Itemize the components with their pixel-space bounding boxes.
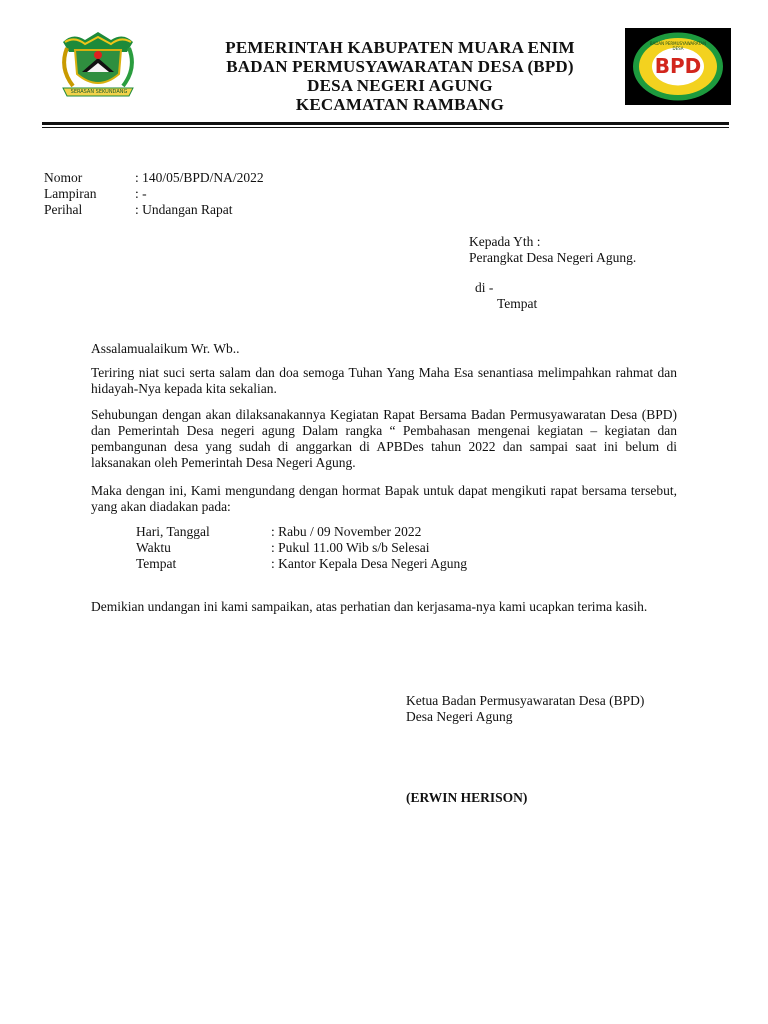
- letterhead-divider-thin: [42, 127, 729, 128]
- meta-label: Perihal: [44, 202, 83, 217]
- kop-line: KECAMATAN RAMBANG: [295, 95, 505, 114]
- paragraph-opening: Teriring niat suci serta salam dan doa semoga Tuhan Yang Maha Esa senantiasa melimpahkan rahmat dan hidayah-Nya kepada kita sekalian.: [91, 365, 677, 396]
- muara-enim-logo: [55, 28, 141, 102]
- letter-meta: [44, 170, 444, 218]
- event-details: [136, 524, 676, 572]
- letterhead-divider: [42, 122, 729, 125]
- paragraph-context: Sehubungan dengan akan dilaksanakannya Kegiatan Rapat Bersama Badan Permusyawaratan Desa (BPD) dan Pemerintah Desa negeri agung Dalam rangka “ Pembahasan mengenai kegiatan – kegiatan dan pembangunan desa yang sudah di anggarkan di APBDes tahun 2022 dan sampai saat ini belum di laksanakan oleh Pemerintah Desa Negeri Agung.: [91, 407, 677, 470]
- kop-line: BADAN PERMUSYAWARATAN DESA (BPD): [226, 57, 574, 76]
- kop-line: PEMERINTAH KABUPATEN MUARA ENIM: [225, 38, 575, 57]
- signature-name: (ERWIN HERISON): [406, 790, 528, 805]
- bpd-logo-text: BPD: [654, 54, 702, 78]
- meta-row: [44, 202, 444, 218]
- meta-row: [44, 186, 444, 202]
- detail-row: [136, 556, 676, 572]
- meta-value: : Undangan Rapat: [135, 202, 233, 217]
- meta-label: Nomor: [44, 170, 83, 185]
- detail-label: Hari, Tanggal: [136, 524, 210, 539]
- paragraph-closing: Demikian undangan ini kami sampaikan, atas perhatian dan kerjasama-nya kami ucapkan terima kasih.: [91, 599, 648, 614]
- signature-village: Desa Negeri Agung: [406, 709, 513, 724]
- signature-title: Ketua Badan Permusyawaratan Desa (BPD): [406, 693, 645, 708]
- greeting: Assalamualaikum Wr. Wb..: [91, 341, 240, 356]
- meta-label: Lampiran: [44, 186, 97, 201]
- detail-row: [136, 524, 676, 540]
- detail-value: : Pukul 11.00 Wib s/b Selesai: [271, 540, 430, 555]
- recipient-line1: Kepada Yth :: [469, 234, 541, 249]
- recipient-di: di -: [475, 280, 494, 295]
- letterhead-title: [150, 38, 650, 114]
- detail-row: [136, 540, 676, 556]
- bpd-logo: [625, 28, 731, 105]
- detail-label: Waktu: [136, 540, 171, 555]
- bpd-ring-text: BADAN PERMUSYAWARATAN DESA: [649, 41, 707, 51]
- kop-line: DESA NEGERI AGUNG: [307, 76, 493, 95]
- meta-value: : 140/05/BPD/NA/2022: [135, 170, 264, 185]
- meta-row: [44, 170, 444, 186]
- meta-value: : -: [135, 186, 147, 201]
- paragraph-invitation: Maka dengan ini, Kami mengundang dengan hormat Bapak untuk dapat mengikuti rapat bersama tersebut, yang akan diadakan pada:: [91, 483, 677, 514]
- recipient-tempat: Tempat: [497, 296, 538, 311]
- recipient-line2: Perangkat Desa Negeri Agung.: [469, 250, 637, 265]
- detail-value: : Kantor Kepala Desa Negeri Agung: [271, 556, 468, 571]
- detail-label: Tempat: [136, 556, 177, 571]
- detail-value: : Rabu / 09 November 2022: [271, 524, 422, 539]
- logo-banner-text: SERASAN SEKUNDANG: [70, 89, 128, 95]
